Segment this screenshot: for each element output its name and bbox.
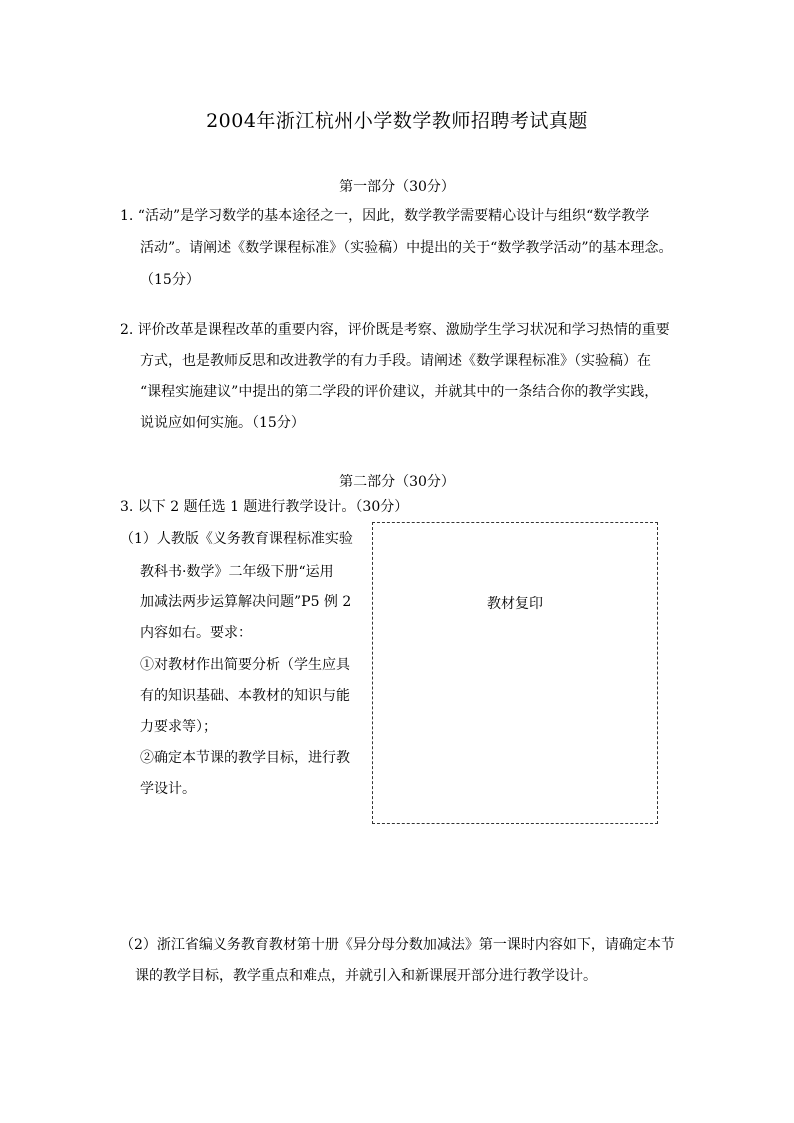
question-1-line: 活动”。请阐述《数学课程标准》（实验稿）中提出的关于“数学教学活动”的基本理念。 xyxy=(140,240,673,256)
option-1-line: 教科书·数学》二年级下册“运用 xyxy=(140,564,334,580)
option-1-line: 加减法两步运算解决问题”P5 例 2 xyxy=(140,594,352,610)
option-2-line: （2）浙江省编义务教育教材第十册《异分母分数加减法》第一课时内容如下，请确定本节 xyxy=(120,937,675,953)
material-copy-label: 教材复印 xyxy=(487,596,543,612)
question-2-line: 2. 评价改革是课程改革的重要内容，评价既是考察、激励学生学习状况和学习热情的重要 xyxy=(120,322,670,338)
option-2-line: 课的教学目标，教学重点和难点，并就引入和新课展开部分进行教学设计。 xyxy=(135,968,597,984)
option-1-line: ①对教材作出简要分析（学生应具 xyxy=(140,657,350,673)
option-1-line: 学设计。 xyxy=(140,781,196,797)
option-1-line: （1）人教版《义务教育课程标准实验 xyxy=(120,531,353,547)
material-copy-box xyxy=(372,522,658,824)
option-1-line: 力要求等）； xyxy=(140,719,217,735)
question-2-line: 方式，也是教师反思和改进教学的有力手段。请阐述《数学课程标准》（实验稿）在 xyxy=(140,353,651,369)
question-2-line: “课程实施建议”中提出的第二学段的评价建议，并就其中的一条结合你的教学实践， xyxy=(140,384,659,400)
question-1-line: （15分） xyxy=(140,272,200,288)
option-1-line: 内容如右。要求： xyxy=(140,625,252,641)
option-1-line: 有的知识基础、本教材的知识与能 xyxy=(140,688,350,704)
page-title: 2004年浙江杭州小学数学教师招聘考试真题 xyxy=(206,110,588,132)
question-2-line: 说说应如何实施。（15分） xyxy=(140,415,305,431)
question-1-line: 1. “活动”是学习数学的基本途径之一，因此，数学教学需要精心设计与组织“数学教学 xyxy=(120,208,650,224)
part2-heading: 第二部分（30分） xyxy=(339,474,455,490)
part1-heading: 第一部分（30分） xyxy=(339,179,455,195)
option-1-line: ②确定本节课的教学目标，进行教 xyxy=(140,750,350,766)
question-3-intro: 3. 以下 2 题任选 1 题进行教学设计。（30分） xyxy=(120,499,409,515)
